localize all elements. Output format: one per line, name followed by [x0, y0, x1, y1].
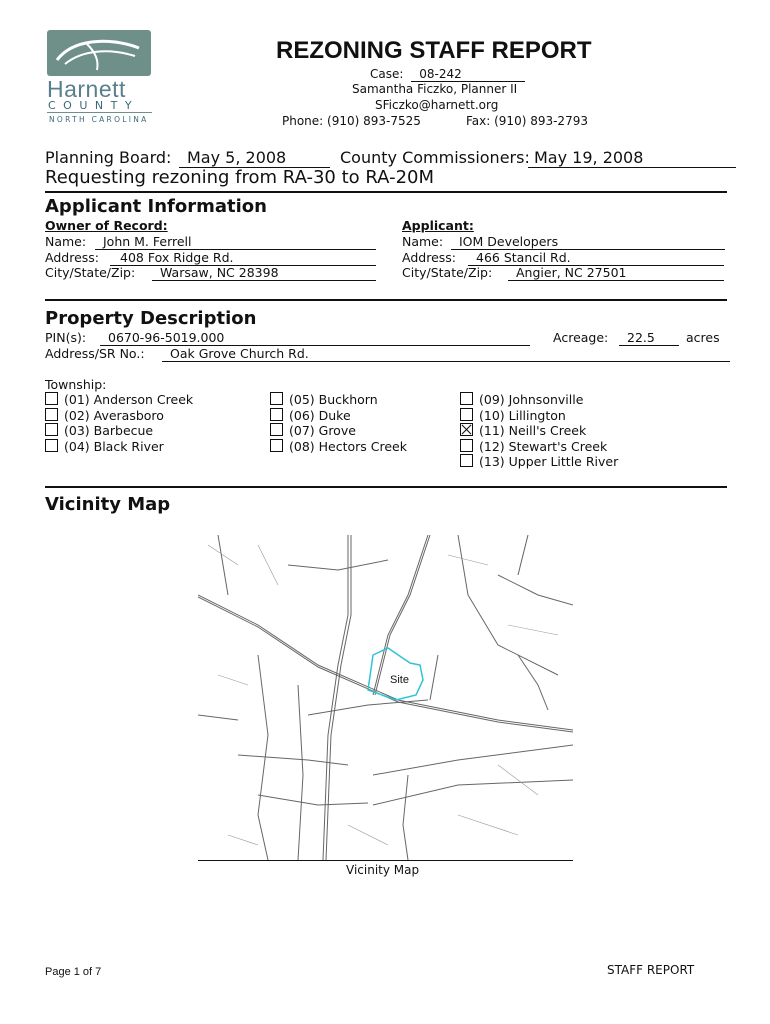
township-option[interactable]: (07) Grove [270, 423, 407, 439]
logo-county: COUNTY [48, 99, 140, 112]
applicant-city: Angier, NC 27501 [508, 265, 724, 281]
page-number: Page 1 of 7 [45, 966, 102, 978]
phone: Phone: (910) 893-7525 [282, 114, 421, 128]
township-option[interactable]: (13) Upper Little River [460, 454, 618, 470]
footer-label: STAFF REPORT [607, 963, 695, 977]
applicant-name-label: Name: [402, 234, 444, 249]
request-rule [45, 191, 727, 193]
checkbox[interactable] [45, 423, 58, 436]
acres-unit: acres [686, 330, 720, 345]
acreage-value: 22.5 [619, 330, 679, 346]
checkbox[interactable] [45, 392, 58, 405]
checkbox[interactable] [460, 454, 473, 467]
checkbox[interactable] [45, 408, 58, 421]
owner-address: 408 Fox Ridge Rd. [110, 250, 376, 266]
owner-city-label: City/State/Zip: [45, 265, 136, 280]
owner-address-label: Address: [45, 250, 99, 265]
checkbox[interactable] [460, 439, 473, 452]
township-option[interactable]: (05) Buckhorn [270, 392, 407, 408]
township-label: Township: [45, 377, 107, 392]
applicant-address: 466 Stancil Rd. [468, 250, 724, 266]
planning-board-label: Planning Board: [45, 148, 172, 167]
township-column-2 [270, 392, 407, 454]
township-option[interactable]: (01) Anderson Creek [45, 392, 193, 408]
map-caption-rule [198, 860, 573, 861]
case-line [370, 67, 525, 82]
case-number: 08-242 [411, 67, 525, 82]
applicant-address-label: Address: [402, 250, 456, 265]
logo-name: Harnett [47, 76, 126, 102]
site-label: Site [390, 674, 409, 686]
map-caption: Vicinity Map [346, 863, 420, 877]
commissioners-label: County Commissioners: [340, 148, 530, 167]
pin-value: 0670-96-5019.000 [100, 330, 530, 346]
checkbox[interactable] [270, 392, 283, 405]
property-address: Oak Grove Church Rd. [162, 346, 730, 362]
planner-email: SFiczko@harnett.org [375, 98, 499, 112]
case-label: Case: [370, 67, 404, 81]
planner-name: Samantha Ficzko, Planner II [352, 82, 518, 96]
township-option[interactable]: (02) Averasboro [45, 408, 193, 424]
vicinity-map-drawing [198, 535, 573, 860]
checkbox[interactable] [270, 408, 283, 421]
applicant-name: IOM Developers [451, 234, 725, 250]
checkbox[interactable] [270, 423, 283, 436]
applicant-heading: Applicant: [402, 218, 474, 233]
township-column-3 [460, 392, 618, 470]
township-option[interactable]: (10) Lillington [460, 408, 618, 424]
vicinity-heading: Vicinity Map [45, 494, 171, 515]
checkbox[interactable] [460, 392, 473, 405]
applicant-city-label: City/State/Zip: [402, 265, 493, 280]
checked-checkbox[interactable] [460, 423, 473, 436]
owner-heading: Owner of Record: [45, 218, 168, 233]
applicant-rule [45, 299, 727, 301]
township-column-1 [45, 392, 193, 454]
checkbox[interactable] [270, 439, 283, 452]
rezoning-request: Requesting rezoning from RA-30 to RA-20M [45, 167, 435, 188]
township-option[interactable]: (06) Duke [270, 408, 407, 424]
logo-divider [47, 112, 152, 113]
vicinity-map [198, 535, 573, 860]
logo-state: NORTH CAROLINA [49, 115, 149, 124]
applicant-info-heading: Applicant Information [45, 196, 267, 217]
property-rule [45, 486, 727, 488]
township-option-neills-creek[interactable]: (11) Neill's Creek [460, 423, 618, 439]
township-option[interactable]: (09) Johnsonville [460, 392, 618, 408]
logo-swoosh-icon [47, 30, 151, 76]
report-title: REZONING STAFF REPORT [276, 37, 592, 64]
checkbox[interactable] [460, 408, 473, 421]
township-option[interactable]: (04) Black River [45, 439, 193, 455]
owner-name: John M. Ferrell [95, 234, 376, 250]
township-option[interactable]: (12) Stewart's Creek [460, 439, 618, 455]
property-address-label: Address/SR No.: [45, 346, 145, 361]
pin-label: PIN(s): [45, 330, 87, 345]
checkbox[interactable] [45, 439, 58, 452]
township-option[interactable]: (03) Barbecue [45, 423, 193, 439]
owner-city: Warsaw, NC 28398 [152, 265, 376, 281]
acreage-label: Acreage: [553, 330, 609, 345]
township-option[interactable]: (08) Hectors Creek [270, 439, 407, 455]
fax: Fax: (910) 893-2793 [466, 114, 588, 128]
owner-name-label: Name: [45, 234, 87, 249]
county-logo-graphic [47, 30, 151, 76]
property-heading: Property Description [45, 308, 257, 329]
planning-board-date: May 5, 2008 [179, 148, 330, 168]
commissioners-date: May 19, 2008 [528, 148, 736, 168]
